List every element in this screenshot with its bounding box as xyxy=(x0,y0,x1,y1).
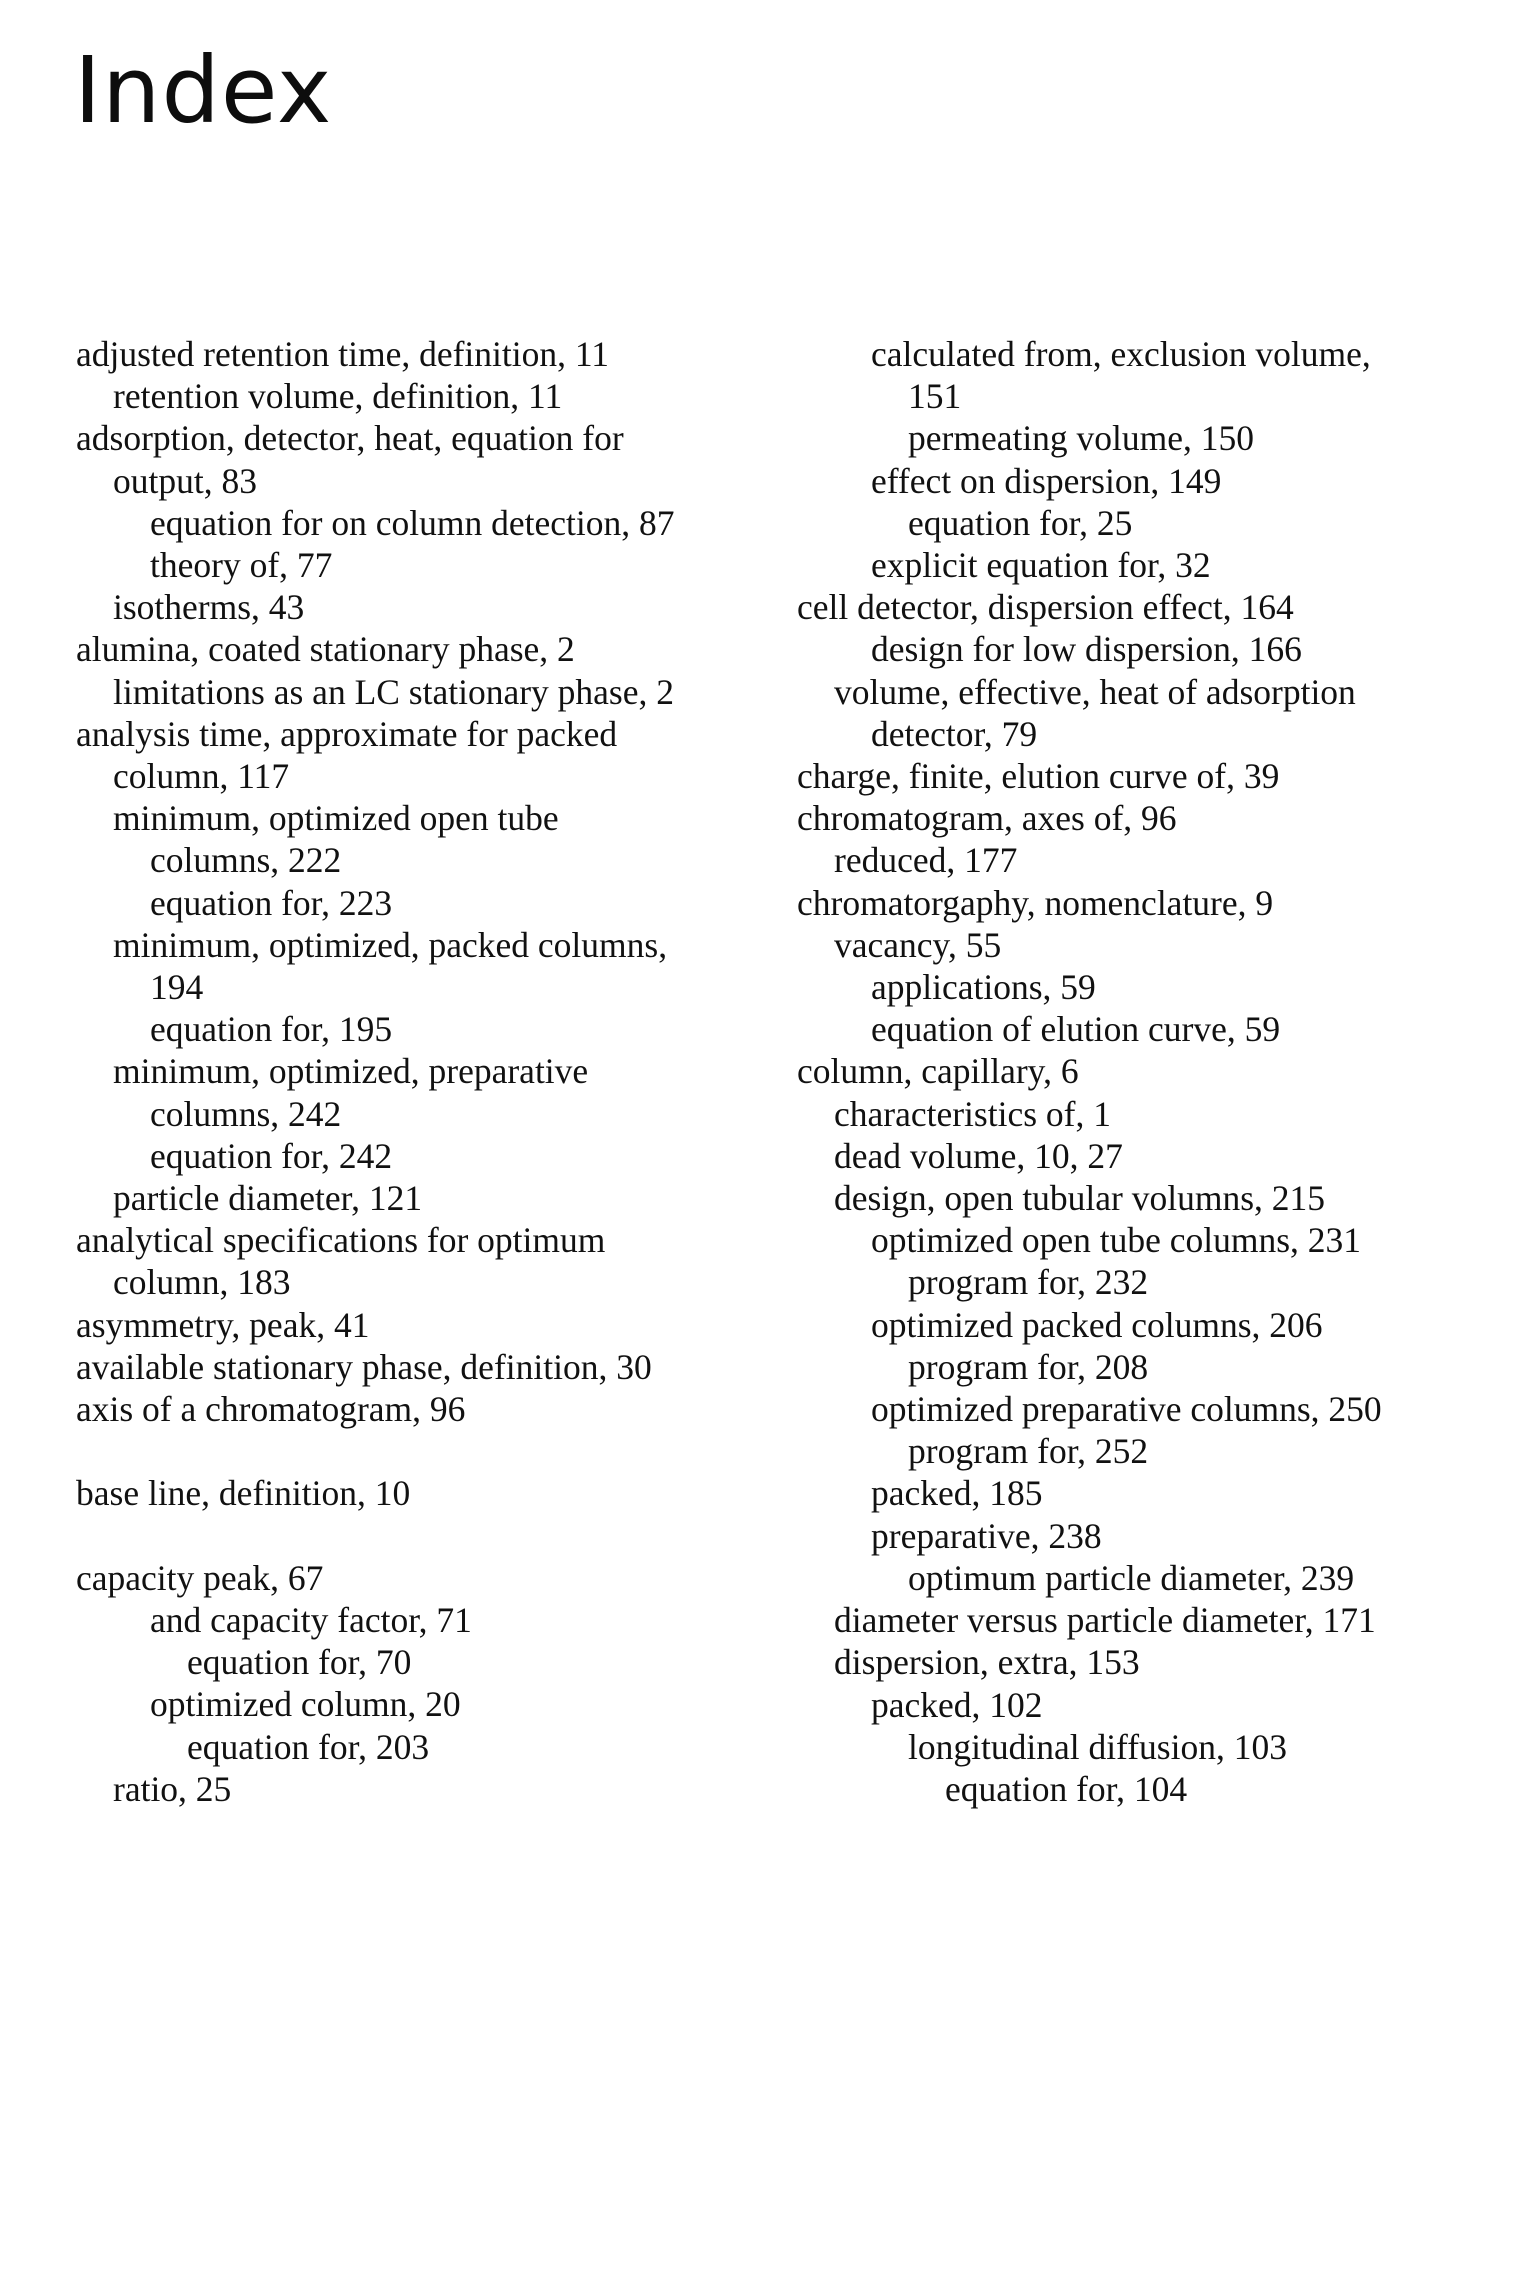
index-subentry: applications, 59 xyxy=(871,967,1096,1008)
index-subentry: equation for, 70 xyxy=(187,1642,412,1683)
index-subentry: detector, 79 xyxy=(871,713,1038,754)
index-subentry: effect on dispersion, 149 xyxy=(871,460,1222,501)
index-subentry: program for, 252 xyxy=(908,1431,1149,1472)
index-subentry: vacancy, 55 xyxy=(834,924,1002,965)
index-subentry: minimum, optimized open tube xyxy=(113,798,559,839)
index-subentry: packed, 185 xyxy=(871,1473,1043,1514)
index-subentry: equation for, 203 xyxy=(187,1726,430,1767)
index-subentry: equation for, 223 xyxy=(150,882,393,923)
index-entry: analytical specifications for optimum xyxy=(76,1220,606,1261)
index-subentry: explicit equation for, 32 xyxy=(871,545,1211,586)
index-subentry: isotherms, 43 xyxy=(113,587,305,628)
index-subentry: ratio, 25 xyxy=(113,1768,232,1809)
index-gap xyxy=(76,1515,776,1557)
index-subentry: program for, 232 xyxy=(908,1262,1149,1303)
index-subentry: theory of, 77 xyxy=(150,545,333,586)
index-subentry: column, 117 xyxy=(113,756,290,797)
index-subentry: optimized packed columns, 206 xyxy=(871,1304,1323,1345)
index-subentry: volume, effective, heat of adsorption xyxy=(834,671,1356,712)
index-gap xyxy=(76,1430,776,1472)
index-column-right xyxy=(797,333,1497,1810)
index-subentry: optimized preparative columns, 250 xyxy=(871,1389,1382,1430)
index-subentry: equation for on column detection, 87 xyxy=(150,502,675,543)
index-subentry: calculated from, exclusion volume, xyxy=(871,334,1371,374)
index-entry: analysis time, approximate for packed xyxy=(76,713,618,754)
index-subentry: equation for, 104 xyxy=(945,1768,1188,1809)
index-entry: chromatorgaphy, nomenclature, 9 xyxy=(797,882,1274,923)
index-subentry: minimum, optimized, preparative xyxy=(113,1051,589,1092)
page-title: Index xyxy=(74,37,333,144)
index-entry: asymmetry, peak, 41 xyxy=(76,1304,370,1345)
index-subentry: optimum particle diameter, 239 xyxy=(908,1557,1355,1598)
index-entry: adjusted retention time, definition, 11 xyxy=(76,334,610,374)
index-subentry: longitudinal diffusion, 103 xyxy=(908,1726,1287,1767)
index-entry: axis of a chromatogram, 96 xyxy=(76,1389,466,1430)
index-entry: available stationary phase, definition, 30 xyxy=(76,1346,652,1387)
index-subentry: equation for, 242 xyxy=(150,1135,393,1176)
index-subentry: columns, 222 xyxy=(150,840,342,881)
index-subentry: characteristics of, 1 xyxy=(834,1093,1111,1134)
index-subentry: diameter versus particle diameter, 171 xyxy=(834,1600,1376,1641)
index-subentry: 151 xyxy=(908,376,962,417)
index-entry: capacity peak, 67 xyxy=(76,1557,324,1598)
index-subentry: program for, 208 xyxy=(908,1346,1149,1387)
index-subentry: equation for, 195 xyxy=(150,1009,393,1050)
index-subentry: dispersion, extra, 153 xyxy=(834,1642,1140,1683)
index-entry: charge, finite, elution curve of, 39 xyxy=(797,756,1280,797)
index-subentry: output, 83 xyxy=(113,460,257,501)
index-column-left xyxy=(76,333,776,1810)
index-subentry: preparative, 238 xyxy=(871,1515,1102,1556)
index-subentry: column, 183 xyxy=(113,1262,291,1303)
index-subentry: optimized open tube columns, 231 xyxy=(871,1220,1362,1261)
index-subentry: permeating volume, 150 xyxy=(908,418,1255,459)
index-entry: alumina, coated stationary phase, 2 xyxy=(76,629,575,670)
index-entry: base line, definition, 10 xyxy=(76,1473,411,1514)
index-subentry: dead volume, 10, 27 xyxy=(834,1135,1123,1176)
index-subentry: and capacity factor, 71 xyxy=(150,1600,472,1641)
index-subentry: equation of elution curve, 59 xyxy=(871,1009,1281,1050)
index-entry: chromatogram, axes of, 96 xyxy=(797,798,1177,839)
index-subentry: packed, 102 xyxy=(871,1684,1043,1725)
index-subentry: limitations as an LC stationary phase, 2 xyxy=(113,671,674,712)
index-subentry: equation for, 25 xyxy=(908,502,1133,543)
index-subentry: design, open tubular volumns, 215 xyxy=(834,1178,1326,1219)
index-entry: column, capillary, 6 xyxy=(797,1051,1079,1092)
index-subentry: 194 xyxy=(150,967,204,1008)
index-subentry: particle diameter, 121 xyxy=(113,1178,423,1219)
index-subentry: optimized column, 20 xyxy=(150,1684,461,1725)
index-subentry: retention volume, definition, 11 xyxy=(113,376,563,417)
index-entry: adsorption, detector, heat, equation for xyxy=(76,418,624,459)
index-subentry: columns, 242 xyxy=(150,1093,342,1134)
index-subentry: reduced, 177 xyxy=(834,840,1018,881)
index-subentry: minimum, optimized, packed columns, xyxy=(113,924,668,965)
index-entry: cell detector, dispersion effect, 164 xyxy=(797,587,1294,628)
index-subentry: design for low dispersion, 166 xyxy=(871,629,1302,670)
